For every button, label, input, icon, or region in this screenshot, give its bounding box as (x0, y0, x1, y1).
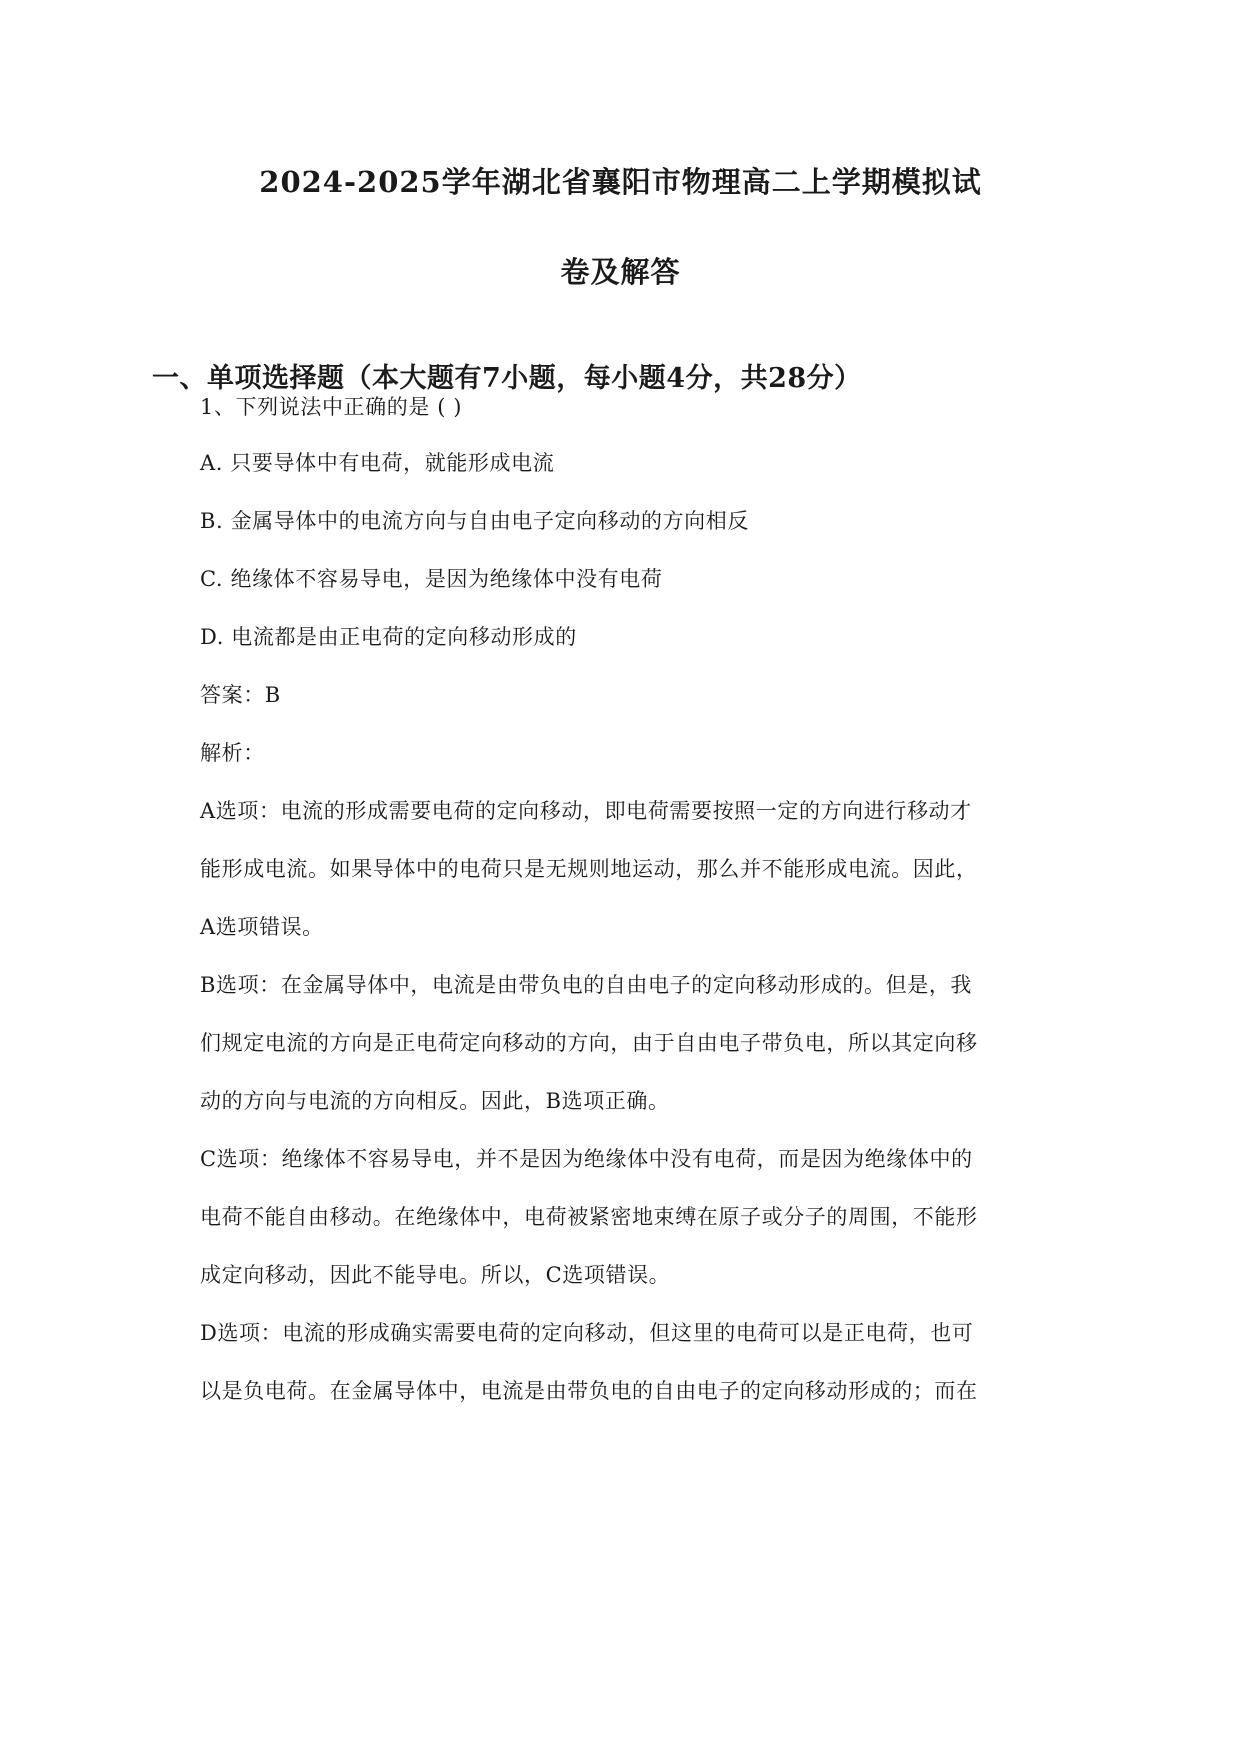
analysis-line: A选项：电流的形成需要电荷的定向移动，即电荷需要按照一定的方向进行移动才 (200, 799, 972, 823)
analysis-label: 解析： (200, 741, 265, 765)
option-b: B. 金属导体中的电流方向与自由电子定向移动的方向相反 (200, 509, 749, 533)
analysis-line: 动的方向与电流的方向相反。因此，B选项正确。 (200, 1089, 670, 1113)
analysis-line: A选项错误。 (200, 915, 324, 939)
option-a: A. 只要导体中有电荷，就能形成电流 (200, 451, 555, 475)
analysis-line: 们规定电流的方向是正电荷定向移动的方向，由于自由电子带负电，所以其定向移 (200, 1031, 978, 1055)
answer-line: 答案：B (200, 683, 281, 707)
analysis-line: 能形成电流。如果导体中的电荷只是无规则地运动，那么并不能形成电流。因此， (200, 857, 978, 881)
analysis-line: 电荷不能自由移动。在绝缘体中，电荷被紧密地束缚在原子或分子的周围，不能形 (200, 1205, 978, 1229)
analysis-line: D选项：电流的形成确实需要电荷的定向移动，但这里的电荷可以是正电荷，也可 (200, 1321, 974, 1345)
option-c: C. 绝缘体不容易导电，是因为绝缘体中没有电荷 (200, 567, 663, 591)
option-d: D. 电流都是由正电荷的定向移动形成的 (200, 625, 577, 649)
section-heading: 一、单项选择题（本大题有7小题，每小题4分，共28分） (152, 363, 862, 394)
analysis-line: 成定向移动，因此不能导电。所以，C选项错误。 (200, 1263, 671, 1287)
analysis-line: 以是负电荷。在金属导体中，电流是由带负电的自由电子的定向移动形成的；而在 (200, 1379, 978, 1403)
analysis-line: B选项：在金属导体中，电流是由带负电的自由电子的定向移动形成的。但是，我 (200, 973, 973, 997)
analysis-line: C选项：绝缘体不容易导电，并不是因为绝缘体中没有电荷，而是因为绝缘体中的 (200, 1147, 973, 1171)
document-title-line-1: 2024-2025学年湖北省襄阳市物理高二上学期模拟试 (259, 165, 982, 199)
question-stem: 1、下列说法中正确的是 ( ) (200, 395, 463, 419)
document-title-line-2: 卷及解答 (560, 255, 681, 289)
